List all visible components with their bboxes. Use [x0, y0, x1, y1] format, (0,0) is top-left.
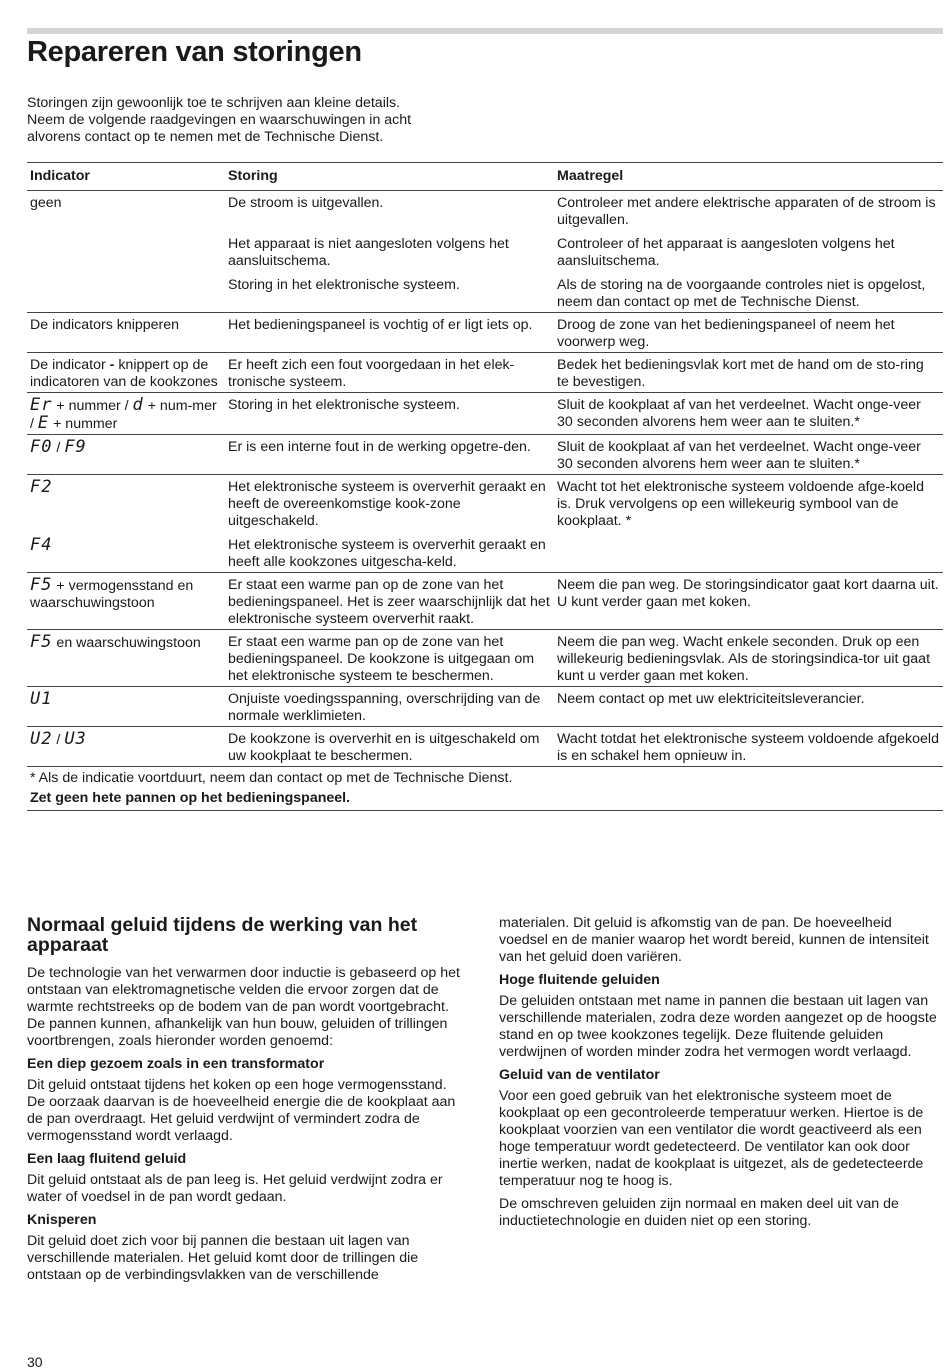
table-group: [27, 353, 943, 393]
table-row: [27, 393, 943, 433]
paragraph-transformer: Dit geluid ontstaat tijdens het koken op een hoge vermogensstand. De oorzaak daarvan is de hoeveelheid energie die de kookplaat aan de pan overdraagt. Het geluid verdwijnt of vermindert zodra de vermogensstand wordt verlaagd.: [27, 1077, 456, 1144]
intro-line: Neem de volgende raadgevingen en waarschuwingen in acht: [27, 112, 412, 128]
dash-segment-symbol: -: [109, 357, 115, 373]
paragraph-crackling: Dit geluid doet zich voor bij pannen die bestaan uit lagen van verschillende materialen. Het geluid komt door de trillingen die ontstaan op de verbindingsvlakken van de verschillende: [27, 1233, 419, 1283]
error-code-symbol: Er: [30, 395, 53, 415]
subheading-high-whistle: Hoge fluitende geluiden: [499, 972, 660, 988]
maatregel-cell: Neem die pan weg. De storingsindicator gaat kort daarna uit. U kunt verder gaan met koken.: [557, 577, 939, 610]
table-row: [27, 191, 943, 229]
table-group: [27, 475, 943, 573]
error-code-symbol: F9: [64, 437, 87, 457]
indicator-text: /: [52, 732, 65, 748]
indicator-text: en waarschuwingstoon: [52, 635, 201, 651]
indicator-cell: [27, 236, 225, 270]
table-group: [27, 573, 943, 630]
error-code-symbol: F5: [30, 632, 53, 652]
storing-cell: Er staat een warme pan op de zone van het bedieningspaneel. De kookzone is uitgegaan om het elektronische systeem te beschermen.: [228, 634, 535, 684]
paragraph-crackling-continued: materialen. Dit geluid is afkomstig van de pan. De hoeveelheid voedsel en de manier waarop het wordt bereid, kunnen de intensiteit van het geluid doen variëren.: [499, 915, 929, 965]
intro-line: Storingen zijn gewoonlijk toe te schrijven aan kleine details.: [27, 95, 401, 111]
indicator-text: + nummer: [49, 416, 118, 432]
error-code-symbol: F2: [30, 477, 53, 497]
table-row: [27, 687, 943, 725]
maatregel-cell: Controleer met andere elektrische apparaten of de stroom is uitgevallen.: [557, 195, 936, 228]
table-row: [27, 313, 943, 351]
maatregel-cell: Sluit de kookplaat af van het verdeelnet. Wacht onge-veer 30 seconden alvorens hem weer aan te sluiten.*: [557, 397, 921, 430]
table-group: [27, 393, 943, 435]
section-intro: De technologie van het verwarmen door inductie is gebaseerd op het ontstaan van elektromagnetische velden die ervoor zorgen dat de warmte rechtstreeks op de bodem van de pan wordt voortgebracht. De pannen kunnen, afhankelijk van hun bouw, geluiden of trillingen voortbrengen, zoals hieronder worden genoemd:: [27, 965, 460, 1049]
maatregel-cell: Als de storing na de voorgaande controles niet is opgelost, neem dan contact op met de Technische Dienst.: [557, 277, 926, 310]
storing-cell: De stroom is uitgevallen.: [228, 195, 384, 211]
storing-cell: Onjuiste voedingsspanning, overschrijding van de normale werklimieten.: [228, 691, 541, 724]
table-warning: Zet geen hete pannen op het bedieningspaneel.: [27, 787, 943, 811]
indicator-cell: [27, 397, 225, 433]
indicator-text: knippert op de indicatoren van de kookzones: [30, 357, 218, 390]
error-code-symbol: U1: [30, 689, 53, 709]
indicator-cell: [27, 634, 225, 685]
table-group: [27, 727, 943, 767]
header-storing: Storing: [228, 168, 278, 184]
indicator-text: + num-mer /: [30, 398, 217, 432]
maatregel-cell: Bedek het bedieningsvlak kort met de hand om de sto-ring te bevestigen.: [557, 357, 924, 390]
table-group: [27, 630, 943, 687]
subheading-fan: Geluid van de ventilator: [499, 1067, 660, 1083]
storing-cell: Storing in het elektronische systeem.: [228, 397, 460, 413]
storing-cell: Het elektronische systeem is oververhit geraakt en heeft alle kookzones uitgescha-keld.: [228, 537, 546, 570]
noise-section-right-column: [499, 915, 943, 1236]
table-footnote: * Als de indicatie voortduurt, neem dan contact op met de Technische Dienst.: [30, 770, 513, 786]
error-code-symbol: E: [37, 413, 50, 433]
indicator-cell: De indicators knipperen: [30, 317, 180, 333]
intro-paragraph: [27, 95, 487, 146]
page-number: 30: [27, 1354, 43, 1370]
storing-cell: Storing in het elektronische systeem.: [228, 277, 460, 293]
table-group: [27, 687, 943, 727]
paragraph-closing: De omschreven geluiden zijn normaal en maken deel uit van de inductietechnologie en duiden niet op een storing.: [499, 1196, 899, 1229]
subheading-crackling: Knisperen: [27, 1212, 97, 1228]
storing-cell: Het bedieningspaneel is vochtig of er ligt iets op.: [228, 317, 533, 333]
storing-cell: Het apparaat is niet aangesloten volgens het aansluitschema.: [228, 236, 509, 269]
indicator-text: + vermogensstand en waarschuwingstoon: [30, 578, 194, 611]
indicator-cell: geen: [30, 195, 62, 211]
indicator-cell: [27, 277, 225, 311]
table-group: [27, 435, 943, 475]
paragraph-low-whistle: Dit geluid ontstaat als de pan leeg is. Het geluid verdwijnt zodra er water of voedsel in de pan wordt gedaan.: [27, 1172, 443, 1205]
error-code-symbol: d: [132, 395, 144, 415]
maatregel-cell: Wacht tot het elektronische systeem voldoende afge-koeld is. Druk vervolgens op een willekeurig symbool van de kookplaat. *: [557, 479, 924, 529]
paragraph-fan: Voor een goed gebruik van het elektronische systeem moet de kookplaat op een gecontroleerde temperatuur werken. Hiertoe is de kookplaat voorzien van een ventilator die wordt geactiveerd als een hoge temperatuur wordt gedetecteerd. De ventilator kan ook door inertie werken, nadat de kookplaat is uitgezet, als de gedetecteerde temperatuur nog te hoog is.: [499, 1088, 924, 1189]
noise-section-left-column: [27, 915, 467, 1290]
table-row: [27, 530, 943, 571]
page-title: Repareren van storingen: [27, 36, 362, 68]
section-heading: Normaal geluid tijdens de werking van het apparaat: [27, 914, 418, 956]
error-code-symbol: U2: [30, 729, 53, 749]
table-row: [27, 229, 943, 270]
intro-line: alvorens contact op te nemen met de Technische Dienst.: [27, 129, 384, 145]
maatregel-cell: Neem contact op met uw elektriciteitsleverancier.: [557, 691, 865, 707]
maatregel-cell: Neem die pan weg. Wacht enkele seconden. Druk op een willekeurig bedieningsvlak. Als de storingsindica-tor uit gaat kunt u verder gaan met koken.: [557, 634, 931, 684]
maatregel-cell: Sluit de kookplaat af van het verdeelnet. Wacht onge-veer 30 seconden alvorens hem weer aan te sluiten.*: [557, 439, 921, 472]
indicator-cell: [27, 357, 225, 391]
header-maatregel: Maatregel: [557, 168, 624, 184]
indicator-cell: [27, 731, 225, 765]
table-row: [27, 475, 943, 530]
header-rule: [27, 28, 943, 34]
table-group: [27, 313, 943, 353]
table-row: [27, 727, 943, 765]
table-row: [27, 270, 943, 311]
maatregel-cell: Droog de zone van het bedieningspaneel of neem het voorwerp weg.: [557, 317, 895, 350]
indicator-cell: [27, 439, 225, 473]
table-group: [27, 191, 943, 313]
table-row: [27, 435, 943, 473]
troubleshooting-table: [27, 162, 943, 811]
indicator-text: De indicator: [30, 357, 110, 373]
error-code-symbol: F0: [30, 437, 53, 457]
storing-cell: De kookzone is oververhit en is uitgeschakeld om uw kookplaat te beschermen.: [228, 731, 540, 764]
storing-cell: Het elektronische systeem is oververhit geraakt en heeft de overeenkomstige kook-zone uitgeschakeld.: [228, 479, 546, 529]
indicator-cell: [27, 577, 225, 628]
maatregel-cell: Wacht totdat het elektronische systeem voldoende afgekoeld is en schakel hem opnieuw in.: [557, 731, 939, 764]
maatregel-cell: [554, 537, 943, 571]
indicator-text: /: [52, 440, 65, 456]
error-code-symbol: F5: [30, 575, 53, 595]
header-indicator: Indicator: [30, 168, 90, 184]
indicator-cell: [27, 537, 225, 571]
maatregel-cell: Controleer of het apparaat is aangesloten volgens het aansluitschema.: [557, 236, 895, 269]
error-code-symbol: U3: [64, 729, 87, 749]
table-row: [27, 630, 943, 685]
storing-cell: Er staat een warme pan op de zone van het bedieningspaneel. Het is zeer waarschijnlijk dat het elektronische systeem oververhit raakt.: [228, 577, 550, 627]
indicator-cell: [27, 479, 225, 530]
indicator-cell: [27, 691, 225, 725]
table-row: [27, 353, 943, 391]
storing-cell: Er is een interne fout in de werking opgetre-den.: [228, 439, 531, 455]
storing-cell: Er heeft zich een fout voorgedaan in het elek-tronische systeem.: [228, 357, 515, 390]
error-code-symbol: F4: [30, 535, 53, 555]
table-header: [27, 163, 943, 191]
indicator-text: + nummer /: [52, 398, 133, 414]
subheading-low-whistle: Een laag fluitend geluid: [27, 1151, 187, 1167]
table-row: [27, 573, 943, 628]
paragraph-high-whistle: De geluiden ontstaan met name in pannen die bestaan uit lagen van verschillende materialen, zodra deze worden aangezet op de hoogste stand en op twee kookzones tegelijk. Deze fluitende geluiden verdwijnen of worden minder zodra het vermogen wordt verlaagd.: [499, 993, 937, 1060]
subheading-transformer: Een diep gezoem zoals in een transformator: [27, 1056, 325, 1072]
